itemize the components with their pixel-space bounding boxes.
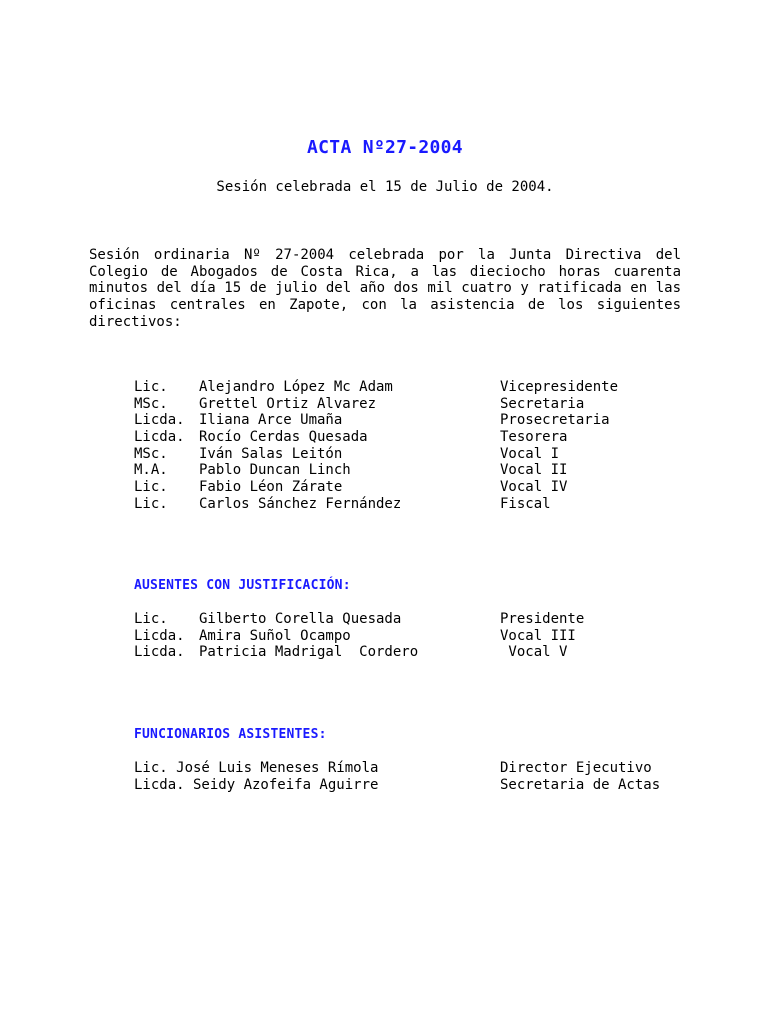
absent-name: Patricia Madrigal Cordero	[199, 644, 419, 661]
attendee-role: Vocal IV	[500, 479, 568, 496]
staff-role: Director Ejecutivo	[500, 760, 652, 776]
attendee-name: Fabio Léon Zárate	[199, 479, 343, 496]
staff-name: Lic. José Luis Meneses Rímola	[134, 760, 379, 776]
absent-role: Vocal III	[500, 627, 576, 644]
attendee-title: M.A.	[134, 462, 168, 479]
attendee-title: Lic.	[134, 379, 168, 395]
attendee-name: Rocío Cerdas Quesada	[199, 429, 368, 446]
absent-role: Presidente	[500, 611, 585, 627]
attendee-title: Licda.	[134, 429, 185, 446]
staff-role: Secretaria de Actas	[500, 776, 661, 793]
attendee-role: Prosecretaria	[500, 412, 610, 429]
absent-title: Licda.	[134, 627, 185, 644]
document-title: ACTA Nº27-2004	[307, 137, 463, 158]
attendee-name: Iván Salas Leitón	[199, 445, 343, 462]
attendee-role: Tesorera	[500, 429, 568, 446]
attendee-title: Lic.	[134, 479, 168, 496]
absent-name: Gilberto Corella Quesada	[199, 611, 402, 627]
attendee-role: Secretaria	[500, 395, 585, 412]
attendee-title: MSc.	[134, 445, 168, 462]
attendee-name: Carlos Sánchez Fernández	[199, 495, 402, 512]
attendee-role: Fiscal	[500, 495, 551, 512]
attendee-name: Iliana Arce Umaña	[199, 412, 343, 429]
staff-heading: FUNCIONARIOS ASISTENTES:	[134, 727, 327, 742]
absent-title: Lic.	[134, 611, 168, 627]
attendee-name: Grettel Ortiz Alvarez	[199, 395, 377, 412]
attendee-title: Licda.	[134, 412, 185, 429]
absent-title: Licda.	[134, 644, 185, 661]
session-date: Sesión celebrada el 15 de Julio de 2004.	[216, 179, 554, 195]
attendee-role: Vocal I	[500, 445, 560, 462]
attendee-title: MSc.	[134, 395, 168, 412]
attendee-role: Vocal II	[500, 462, 568, 479]
attendee-name: Pablo Duncan Linch	[199, 462, 351, 479]
attendee-name: Alejandro López Mc Adam	[199, 379, 393, 395]
attendee-title: Lic.	[134, 495, 168, 512]
absent-name: Amira Suñol Ocampo	[199, 627, 351, 644]
intro-paragraph: Sesión ordinaria Nº 27-2004 celebrada por la Junta Directiva del Colegio de Abogados de Costa Rica, a las dieciocho horas cuarenta minutos del día 15 de julio del año dos mil cuatro y ratificada en las oficinas centrales en Zapote, con la asistencia de los siguientes directivos:	[89, 247, 681, 330]
staff-name: Licda. Seidy Azofeifa Aguirre	[134, 776, 379, 793]
attendee-role: Vicepresidente	[500, 379, 619, 395]
absent-role: Vocal V	[500, 644, 568, 661]
absent-heading: AUSENTES CON JUSTIFICACIÓN:	[134, 578, 351, 593]
